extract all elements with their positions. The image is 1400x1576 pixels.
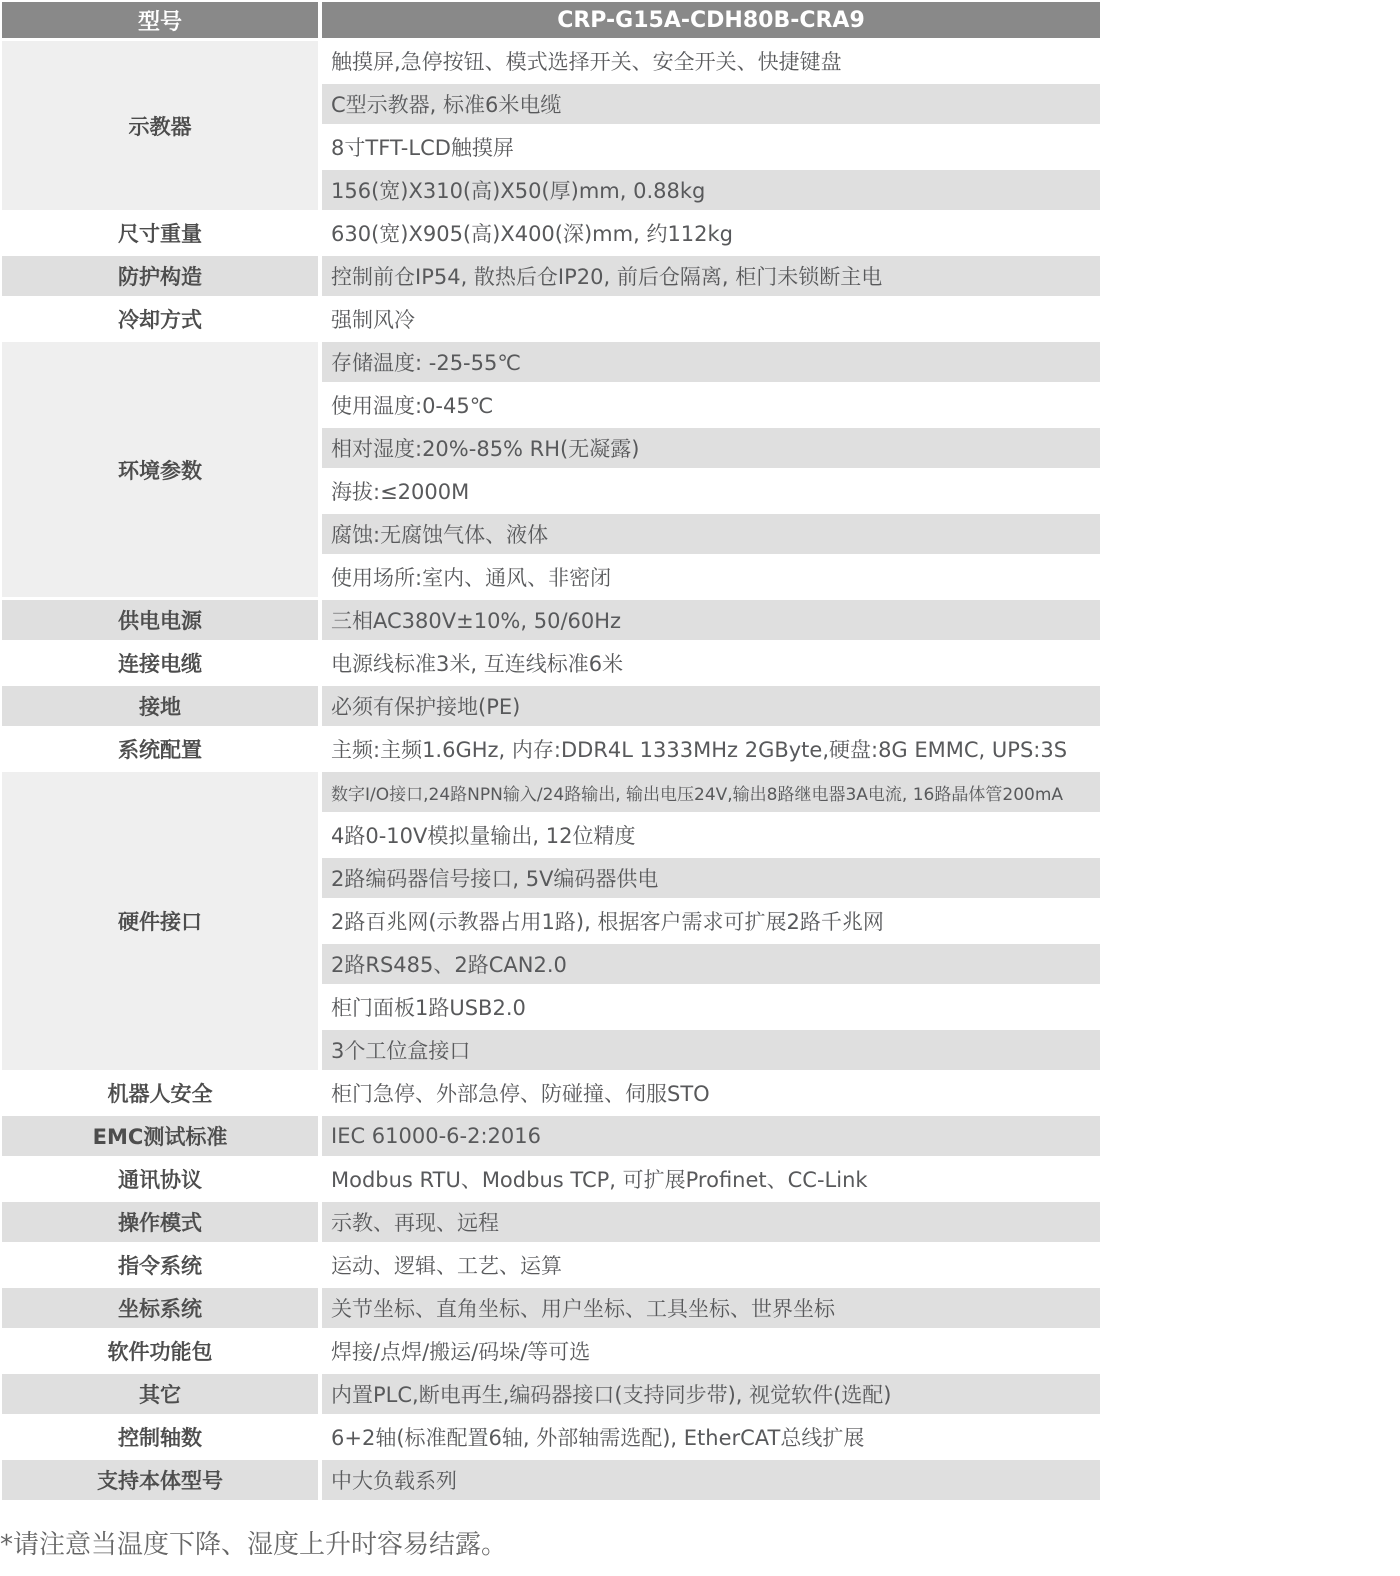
spec-rows <box>322 1245 1100 1285</box>
spec-value: 使用场所:室内、通风、非密闭 <box>322 557 1100 597</box>
spec-value: 海拔:≤2000M <box>322 471 1100 511</box>
spec-value: 中大负载系列 <box>322 1460 1100 1500</box>
spec-rows <box>322 686 1100 726</box>
spec-value: 相对湿度:20%-85% RH(无凝露) <box>322 428 1100 468</box>
spec-section <box>2 41 1100 210</box>
spec-value: 6+2轴(标准配置6轴, 外部轴需选配), EtherCAT总线扩展 <box>322 1417 1100 1457</box>
spec-value: C型示教器, 标准6米电缆 <box>322 84 1100 124</box>
spec-value: 主频:主频1.6GHz, 内存:DDR4L 1333MHz 2GByte,硬盘:8G EMMC, UPS:3S <box>322 729 1100 769</box>
spec-label: 供电电源 <box>2 600 318 640</box>
spec-label: 接地 <box>2 686 318 726</box>
spec-value: 触摸屏,急停按钮、模式选择开关、安全开关、快捷键盘 <box>322 41 1100 81</box>
spec-label: 环境参数 <box>2 342 318 597</box>
spec-value: 存储温度: -25-55℃ <box>322 342 1100 382</box>
spec-rows <box>322 1116 1100 1156</box>
spec-value: 内置PLC,断电再生,编码器接口(支持同步带), 视觉软件(选配) <box>322 1374 1100 1414</box>
spec-value: 630(宽)X905(高)X400(深)mm, 约112kg <box>322 213 1100 253</box>
table-body <box>2 41 1100 1500</box>
spec-value: 运动、逻辑、工艺、运算 <box>322 1245 1100 1285</box>
spec-section <box>2 1460 1100 1500</box>
spec-value: 156(宽)X310(高)X50(厚)mm, 0.88kg <box>322 170 1100 210</box>
spec-rows <box>322 299 1100 339</box>
spec-label: 机器人安全 <box>2 1073 318 1113</box>
spec-rows <box>322 1159 1100 1199</box>
spec-section <box>2 299 1100 339</box>
spec-value: 柜门急停、外部急停、防碰撞、伺服STO <box>322 1073 1100 1113</box>
spec-section <box>2 1202 1100 1242</box>
spec-rows <box>322 1073 1100 1113</box>
spec-section <box>2 1116 1100 1156</box>
spec-section <box>2 1159 1100 1199</box>
table-header-row <box>2 2 1100 38</box>
spec-value: 2路百兆网(示教器占用1路), 根据客户需求可扩展2路千兆网 <box>322 901 1100 941</box>
spec-value: 使用温度:0-45℃ <box>322 385 1100 425</box>
spec-label: 冷却方式 <box>2 299 318 339</box>
spec-section <box>2 1374 1100 1414</box>
spec-section <box>2 256 1100 296</box>
spec-value: 8寸TFT-LCD触摸屏 <box>322 127 1100 167</box>
spec-label: 通讯协议 <box>2 1159 318 1199</box>
spec-section <box>2 1417 1100 1457</box>
spec-label: 防护构造 <box>2 256 318 296</box>
spec-rows <box>322 213 1100 253</box>
spec-label: 指令系统 <box>2 1245 318 1285</box>
spec-label: 坐标系统 <box>2 1288 318 1328</box>
spec-section <box>2 772 1100 1070</box>
spec-section <box>2 643 1100 683</box>
spec-value: 示教、再现、远程 <box>322 1202 1100 1242</box>
spec-value: 数字I/O接口,24路NPN输入/24路输出, 输出电压24V,输出8路继电器3A电流, 16路晶体管200mA <box>322 772 1100 812</box>
spec-value: 3个工位盒接口 <box>322 1030 1100 1070</box>
spec-value: Modbus RTU、Modbus TCP, 可扩展Profinet、CC-Link <box>322 1159 1100 1199</box>
spec-rows <box>322 1417 1100 1457</box>
spec-label: 控制轴数 <box>2 1417 318 1457</box>
spec-rows <box>322 41 1100 210</box>
spec-value: 三相AC380V±10%, 50/60Hz <box>322 600 1100 640</box>
spec-rows <box>322 600 1100 640</box>
model-header-label: 型号 <box>2 2 318 38</box>
spec-section <box>2 1288 1100 1328</box>
spec-rows <box>322 1288 1100 1328</box>
spec-value: 2路编码器信号接口, 5V编码器供电 <box>322 858 1100 898</box>
spec-rows <box>322 1202 1100 1242</box>
spec-value: 强制风冷 <box>322 299 1100 339</box>
spec-section <box>2 1331 1100 1371</box>
model-number: CRP-G15A-CDH80B-CRA9 <box>322 2 1100 38</box>
spec-value: 必须有保护接地(PE) <box>322 686 1100 726</box>
spec-section <box>2 729 1100 769</box>
spec-label: 尺寸重量 <box>2 213 318 253</box>
spec-value: IEC 61000-6-2:2016 <box>322 1116 1100 1156</box>
spec-label: 支持本体型号 <box>2 1460 318 1500</box>
spec-value: 4路0-10V模拟量输出, 12位精度 <box>322 815 1100 855</box>
condensation-footnote: *请注意当温度下降、湿度上升时容易结露。 <box>0 1530 508 1560</box>
spec-rows <box>322 342 1100 597</box>
spec-section <box>2 600 1100 640</box>
spec-section <box>2 342 1100 597</box>
spec-value: 2路RS485、2路CAN2.0 <box>322 944 1100 984</box>
spec-rows <box>322 729 1100 769</box>
spec-rows <box>322 772 1100 1070</box>
spec-value: 焊接/点焊/搬运/码垛/等可选 <box>322 1331 1100 1371</box>
spec-label: 连接电缆 <box>2 643 318 683</box>
spec-section <box>2 686 1100 726</box>
spec-value: 关节坐标、直角坐标、用户坐标、工具坐标、世界坐标 <box>322 1288 1100 1328</box>
spec-section <box>2 1073 1100 1113</box>
spec-label: 其它 <box>2 1374 318 1414</box>
spec-label: 示教器 <box>2 41 318 210</box>
spec-value: 柜门面板1路USB2.0 <box>322 987 1100 1027</box>
spec-label: 软件功能包 <box>2 1331 318 1371</box>
spec-rows <box>322 643 1100 683</box>
spec-label: 操作模式 <box>2 1202 318 1242</box>
spec-label: 硬件接口 <box>2 772 318 1070</box>
spec-rows <box>322 1460 1100 1500</box>
spec-value: 腐蚀:无腐蚀气体、液体 <box>322 514 1100 554</box>
spec-section <box>2 1245 1100 1285</box>
spec-label: 系统配置 <box>2 729 318 769</box>
spec-value: 控制前仓IP54, 散热后仓IP20, 前后仓隔离, 柜门未锁断主电 <box>322 256 1100 296</box>
spec-rows <box>322 256 1100 296</box>
spec-section <box>2 213 1100 253</box>
spec-rows <box>322 1374 1100 1414</box>
spec-rows <box>322 1331 1100 1371</box>
spec-value: 电源线标准3米, 互连线标准6米 <box>322 643 1100 683</box>
spec-label: EMC测试标准 <box>2 1116 318 1156</box>
spec-table <box>2 2 1100 1503</box>
